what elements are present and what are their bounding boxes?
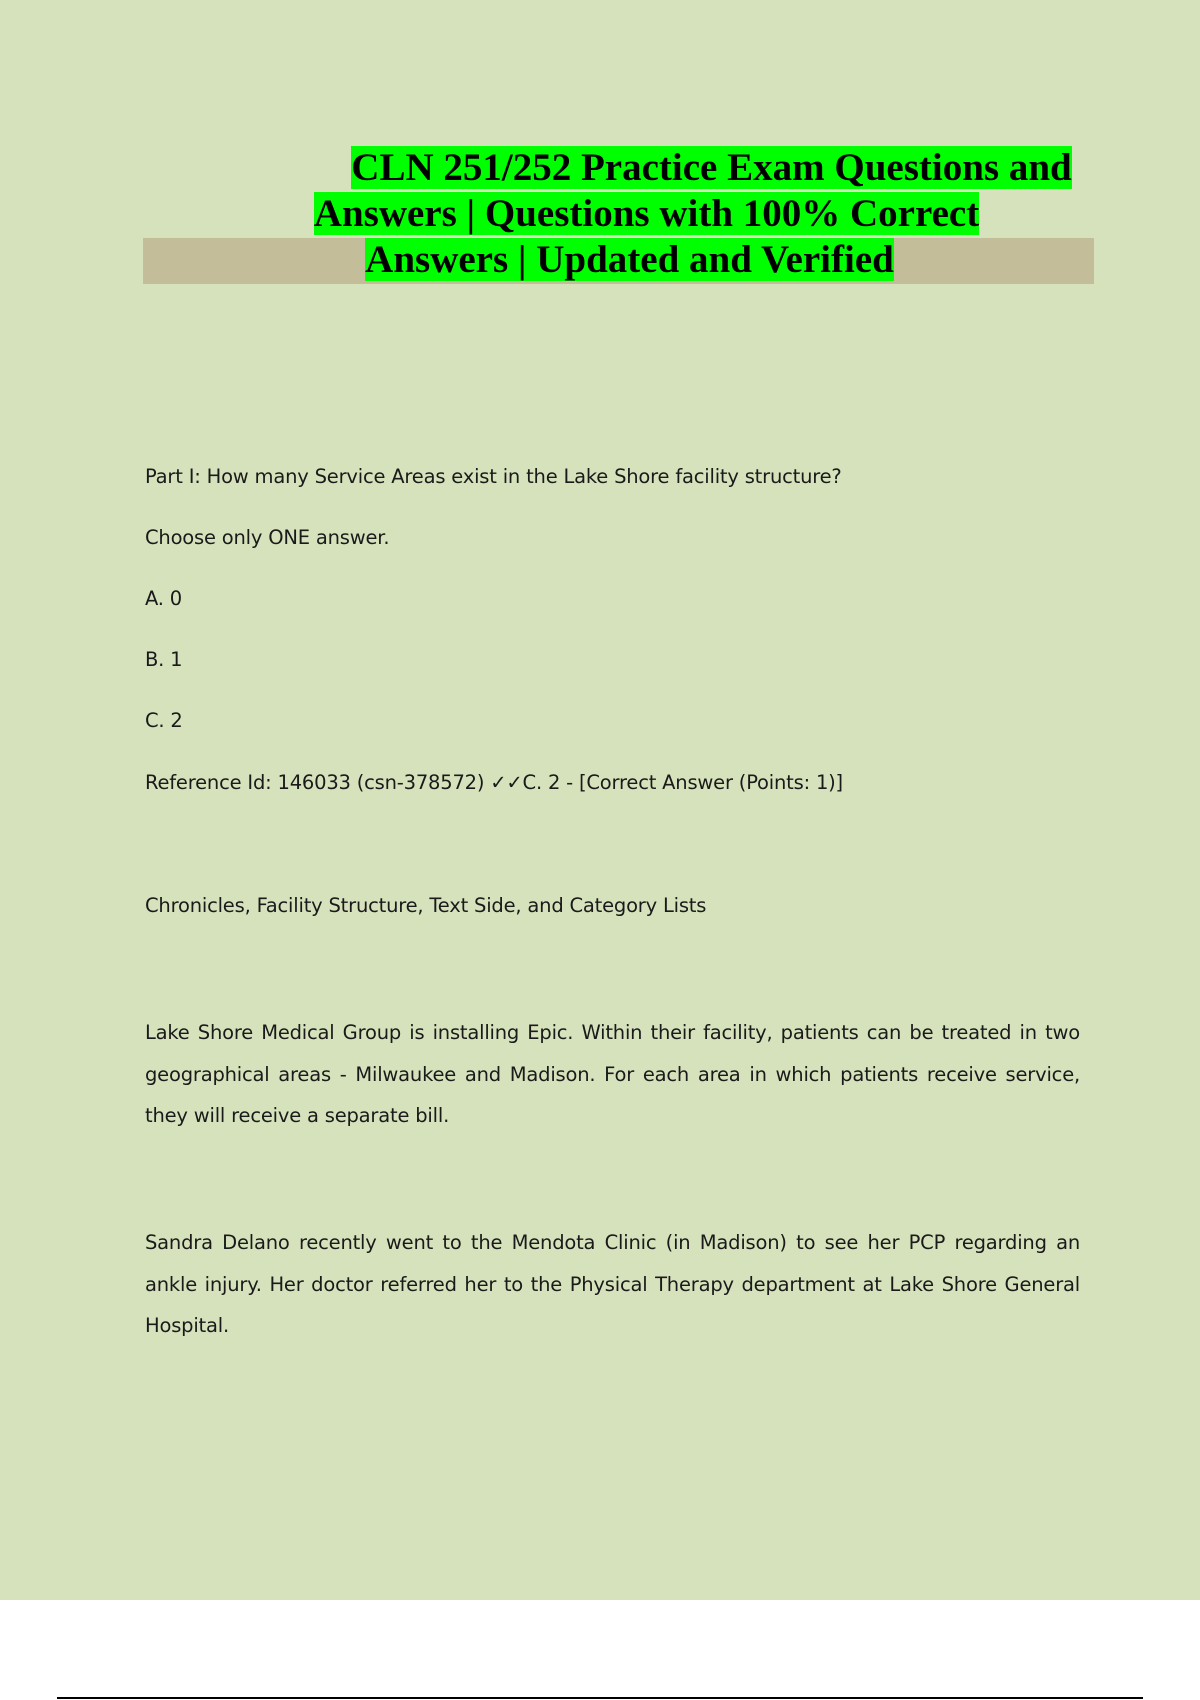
section-heading: Chronicles, Facility Structure, Text Side, and Category Lists <box>145 894 707 917</box>
title-line-1: CLN 251/252 Practice Exam Questions and <box>351 146 1072 189</box>
answer-option-a: A. 0 <box>145 587 183 610</box>
question-prompt: Part I: How many Service Areas exist in the Lake Shore facility structure? <box>145 465 842 488</box>
paragraph-patient-case: Sandra Delano recently went to the Mendota Clinic (in Madison) to see her PCP regarding an ankle injury. Her doctor referred her to the Physical Therapy department at Lake Shore General Hospital. <box>145 1231 1080 1337</box>
answer-option-b: B. 1 <box>145 648 183 671</box>
title-line-3: Answers | Updated and Verified <box>365 238 894 281</box>
document-title <box>143 145 1094 283</box>
answer-option-c: C. 2 <box>145 709 183 732</box>
question-instruction: Choose only ONE answer. <box>145 526 390 549</box>
footer-rule <box>57 1697 1143 1699</box>
paragraph-facility: Lake Shore Medical Group is installing Epic. Within their facility, patients can be treated in two geographical areas - Milwaukee and Madison. For each area in which patients receive service, they will receive a separate bill. <box>145 1021 1080 1127</box>
answer-reference: Reference Id: 146033 (csn-378572) ✓✓C. 2 - [Correct Answer (Points: 1)] <box>145 771 843 794</box>
title-line-2: Answers | Questions with 100% Correct <box>313 192 980 235</box>
